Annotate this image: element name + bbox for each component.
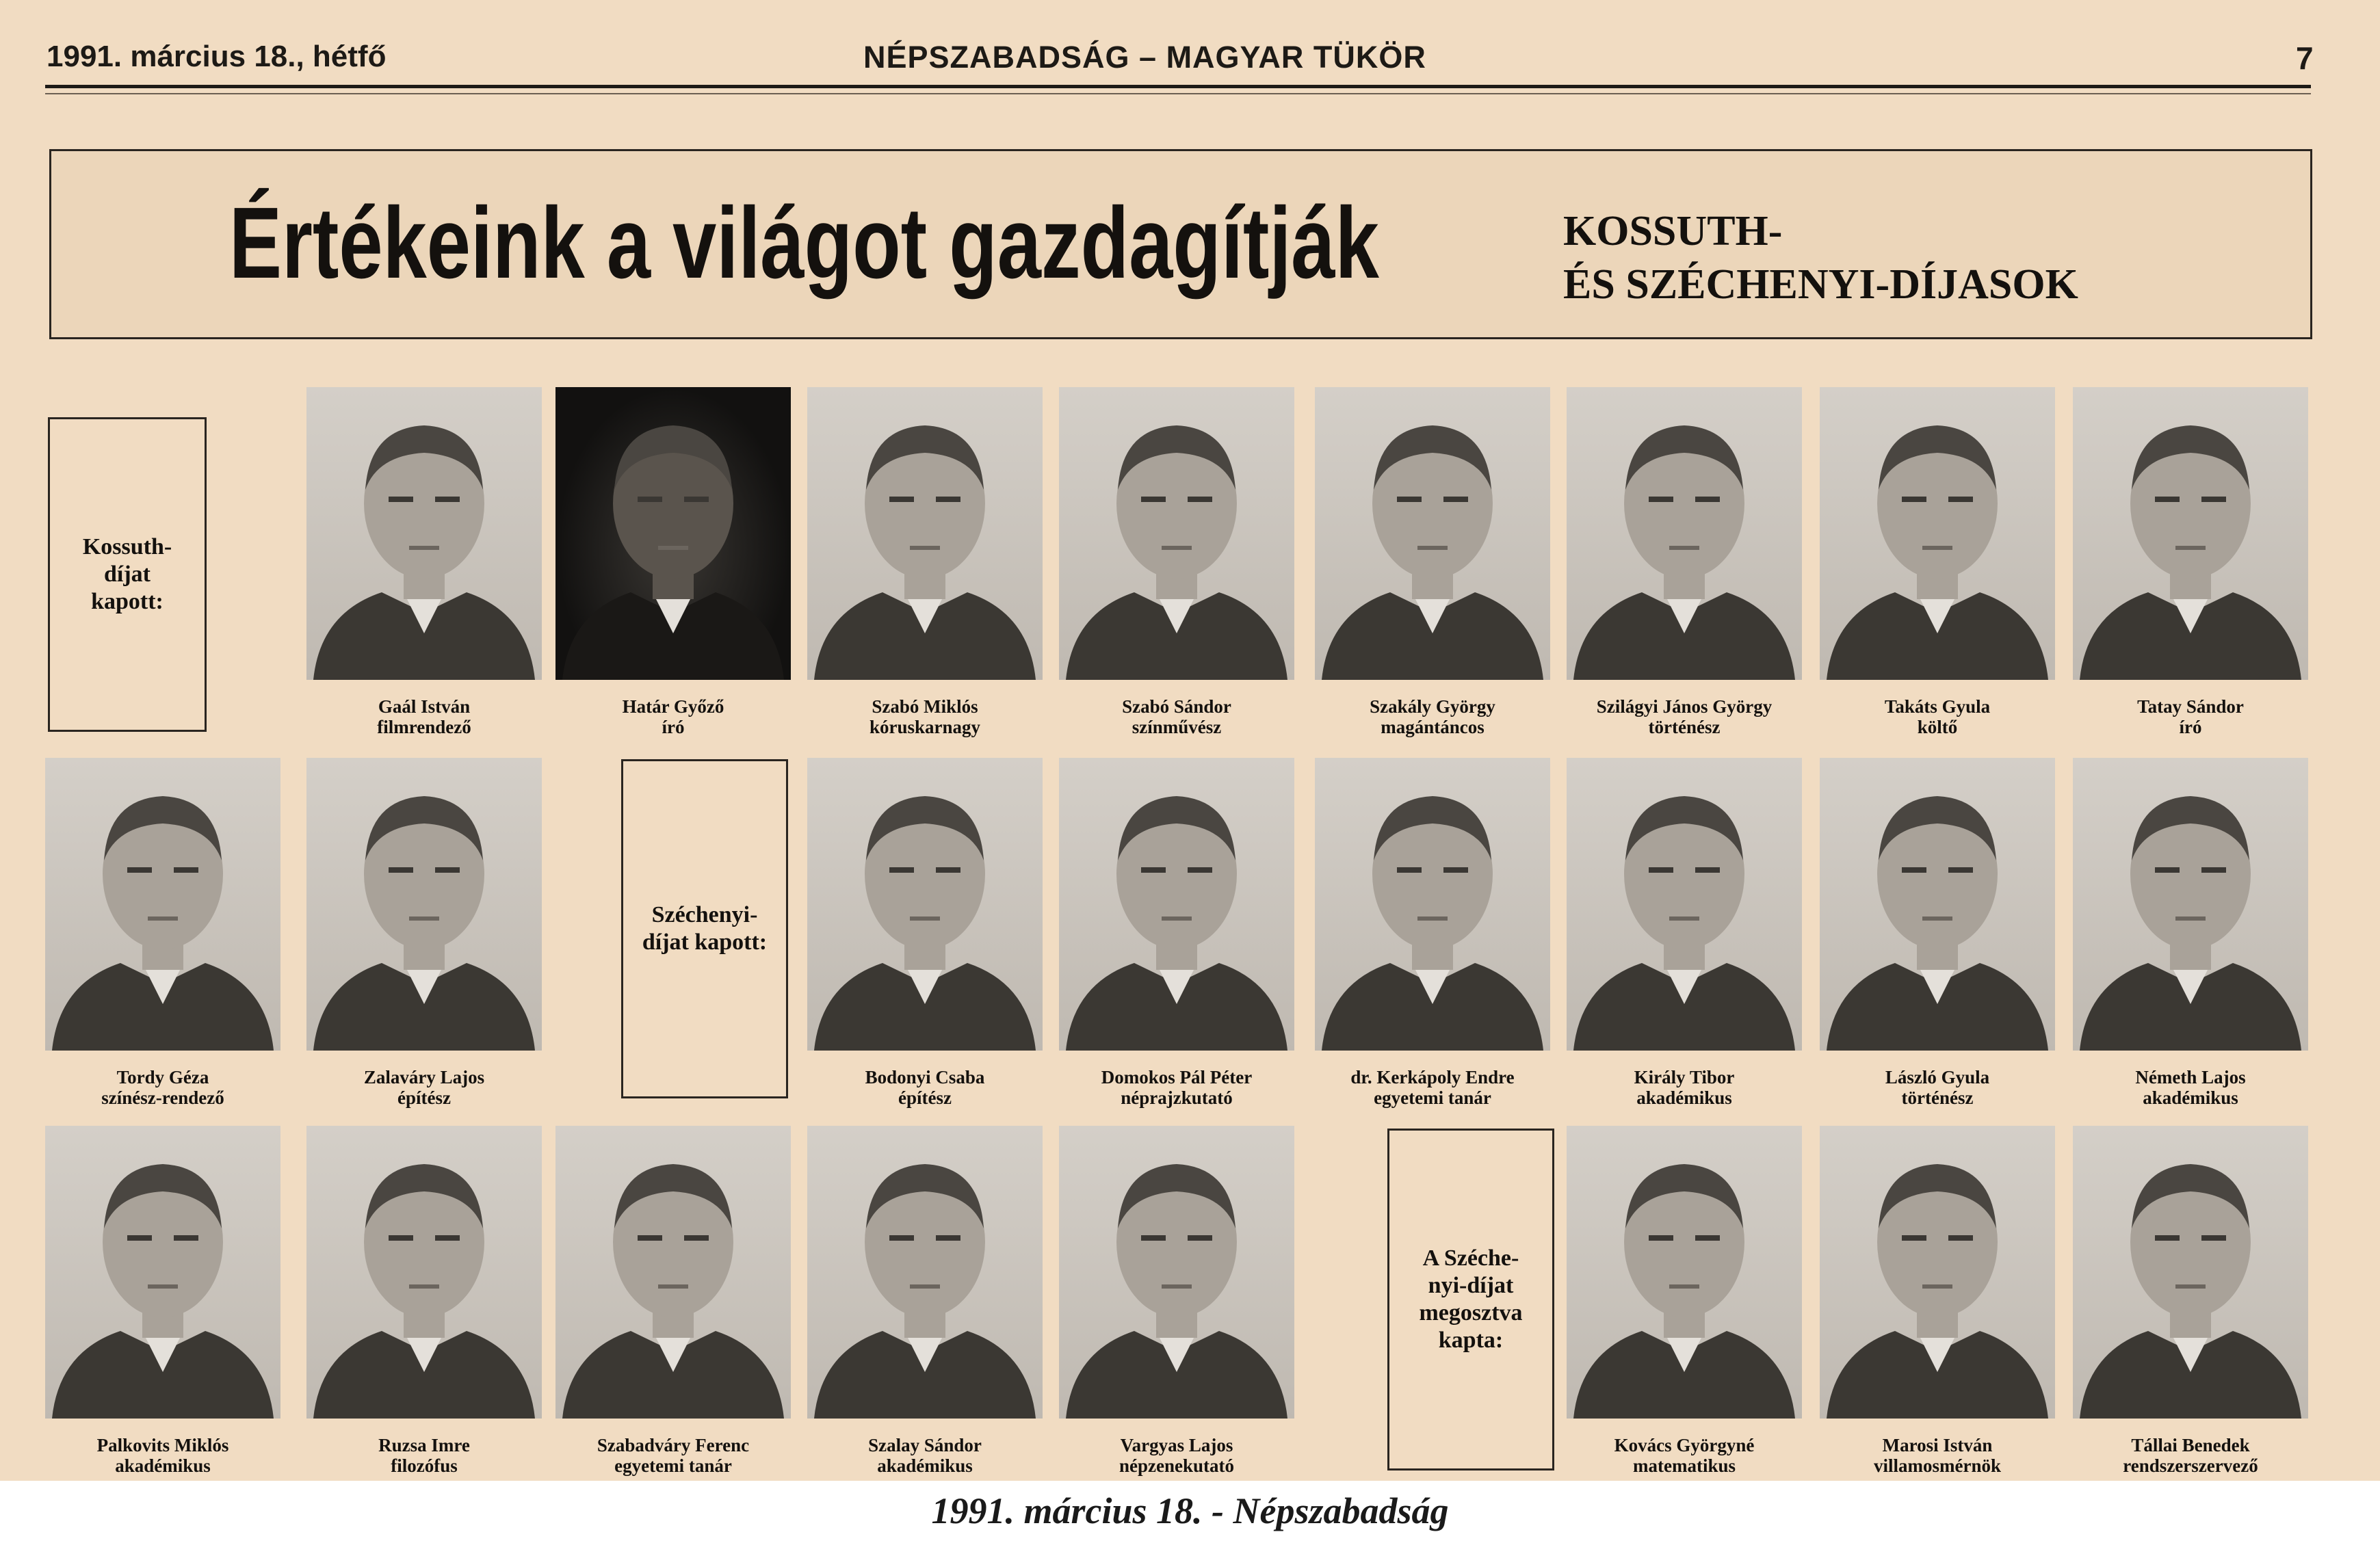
portrait-caption bbox=[2073, 1067, 2308, 1108]
subtitle-line-2: ÉS SZÉCHENYI-DÍJASOK bbox=[1563, 261, 2078, 308]
person-name: Szilágyi János György bbox=[1596, 696, 1773, 717]
portrait-caption bbox=[807, 696, 1043, 737]
portrait-caption bbox=[555, 1435, 791, 1476]
portrait-photo bbox=[807, 758, 1043, 1051]
portrait-caption bbox=[1820, 1067, 2055, 1108]
portrait-photo bbox=[2073, 758, 2308, 1051]
person-role: rendszerszervező bbox=[2123, 1455, 2258, 1476]
person-role: akadémikus bbox=[1636, 1087, 1732, 1108]
portrait-caption bbox=[1315, 696, 1550, 737]
person-name: László Gyula bbox=[1885, 1067, 1990, 1087]
portrait-photo bbox=[1315, 387, 1550, 680]
person-name: Zalaváry Lajos bbox=[363, 1067, 485, 1087]
person-role: történész bbox=[1648, 717, 1721, 737]
person-role: színművész bbox=[1132, 717, 1222, 737]
person-role: magántáncos bbox=[1381, 717, 1485, 737]
person-name: dr. Kerkápoly Endre bbox=[1350, 1067, 1515, 1087]
portrait-photo bbox=[45, 1126, 280, 1419]
portrait-caption bbox=[555, 696, 791, 737]
portrait-caption bbox=[807, 1067, 1043, 1108]
headline-banner bbox=[49, 149, 2312, 339]
person-name: Németh Lajos bbox=[2135, 1067, 2246, 1087]
portrait-photo bbox=[555, 1126, 791, 1419]
person-name: Tatay Sándor bbox=[2137, 696, 2244, 717]
person-role: filmrendező bbox=[377, 717, 471, 737]
newspaper-title: NÉPSZABADSÁG – MAGYAR TÜKÖR bbox=[863, 40, 1426, 75]
header-rule-thin bbox=[45, 93, 2311, 94]
portrait-photo bbox=[807, 387, 1043, 680]
portrait-photo bbox=[1820, 1126, 2055, 1419]
kossuth-label-box bbox=[48, 417, 207, 732]
person-role: költő bbox=[1917, 717, 1958, 737]
person-name: Szakály György bbox=[1370, 696, 1495, 717]
person-name: Gaál István bbox=[378, 696, 471, 717]
header-rule bbox=[45, 85, 2311, 88]
person-role: építész bbox=[898, 1087, 952, 1108]
person-name: Ruzsa Imre bbox=[378, 1435, 470, 1455]
portrait-photo bbox=[306, 387, 542, 680]
portrait-photo bbox=[1567, 387, 1802, 680]
person-role: népzenekutató bbox=[1119, 1455, 1234, 1476]
person-role: színész-rendező bbox=[101, 1087, 224, 1108]
person-role: történész bbox=[1901, 1087, 1974, 1108]
person-role: akadémikus bbox=[2143, 1087, 2238, 1108]
headline: Értékeink a világot gazdagítják bbox=[229, 187, 1379, 300]
person-name: Bodonyi Csaba bbox=[865, 1067, 985, 1087]
portrait-photo bbox=[1059, 1126, 1294, 1419]
portrait-caption bbox=[45, 1067, 280, 1108]
person-name: Marosi István bbox=[1882, 1435, 1993, 1455]
person-name: Kovács Györgyné bbox=[1614, 1435, 1755, 1455]
caption-footer: 1991. március 18. - Népszabadság bbox=[931, 1490, 1449, 1531]
portrait-caption bbox=[1059, 1435, 1294, 1476]
person-name: Palkovits Miklós bbox=[96, 1435, 229, 1455]
portrait-caption bbox=[807, 1435, 1043, 1476]
portrait-caption bbox=[1059, 1067, 1294, 1108]
portrait-caption bbox=[2073, 1435, 2308, 1476]
portrait-photo bbox=[1567, 758, 1802, 1051]
person-role: író bbox=[2179, 717, 2202, 737]
person-role: akadémikus bbox=[115, 1455, 211, 1476]
portrait-caption bbox=[1567, 1067, 1802, 1108]
portrait-caption bbox=[306, 1435, 542, 1476]
person-role: néprajzkutató bbox=[1121, 1087, 1233, 1108]
portrait-caption bbox=[1059, 696, 1294, 737]
person-name: Tállai Benedek bbox=[2131, 1435, 2250, 1455]
person-name: Szabó Miklós bbox=[872, 696, 978, 717]
person-name: Szalay Sándor bbox=[868, 1435, 982, 1455]
portrait-caption bbox=[1567, 1435, 1802, 1476]
person-role: filozófus bbox=[391, 1455, 458, 1476]
portrait-photo bbox=[1820, 758, 2055, 1051]
portrait-photo bbox=[1820, 387, 2055, 680]
portrait-photo bbox=[1059, 387, 1294, 680]
person-role: kóruskarnagy bbox=[869, 717, 981, 737]
person-name: Szabadváry Ferenc bbox=[597, 1435, 750, 1455]
portrait-photo bbox=[306, 758, 542, 1051]
person-name: Vargyas Lajos bbox=[1120, 1435, 1233, 1455]
portrait-photo bbox=[2073, 1126, 2308, 1419]
person-name: Határ Győző bbox=[622, 696, 724, 717]
person-role: akadémikus bbox=[877, 1455, 973, 1476]
portrait-caption bbox=[306, 696, 542, 737]
portrait-photo bbox=[807, 1126, 1043, 1419]
person-role: egyetemi tanár bbox=[1374, 1087, 1491, 1108]
kossuth-label: Kossuth- díjat kapott: bbox=[82, 534, 172, 614]
person-role: matematikus bbox=[1633, 1455, 1736, 1476]
person-name: Király Tibor bbox=[1634, 1067, 1735, 1087]
person-role: író bbox=[662, 717, 685, 737]
portrait-caption bbox=[1567, 696, 1802, 737]
szechenyi-shared-label: A Széche- nyi-díjat megosztva kapta: bbox=[1419, 1245, 1523, 1353]
page-number: 7 bbox=[2296, 40, 2314, 76]
person-name: Szabó Sándor bbox=[1122, 696, 1231, 717]
portrait-photo bbox=[306, 1126, 542, 1419]
portrait-photo bbox=[2073, 387, 2308, 680]
issue-date: 1991. március 18., hétfő bbox=[47, 40, 387, 73]
szechenyi-label-box bbox=[621, 759, 788, 1098]
portrait-caption bbox=[1315, 1067, 1550, 1108]
portrait-caption bbox=[2073, 696, 2308, 737]
szechenyi-label: Széchenyi- díjat kapott: bbox=[642, 902, 768, 955]
person-role: építész bbox=[397, 1087, 451, 1108]
person-name: Takáts Gyula bbox=[1884, 696, 1991, 717]
portrait-photo bbox=[1567, 1126, 1802, 1419]
portrait-photo bbox=[1315, 758, 1550, 1051]
portrait-caption bbox=[1820, 696, 2055, 737]
portrait-caption bbox=[306, 1067, 542, 1108]
szechenyi-shared-label-box bbox=[1387, 1129, 1554, 1471]
person-role: egyetemi tanár bbox=[614, 1455, 732, 1476]
person-name: Domokos Pál Péter bbox=[1101, 1067, 1253, 1087]
headline-subtitle bbox=[1563, 205, 2078, 311]
person-role: villamosmérnök bbox=[1874, 1455, 2001, 1476]
portrait-photo bbox=[1059, 758, 1294, 1051]
subtitle-line-1: KOSSUTH- bbox=[1563, 208, 1783, 254]
portrait-caption bbox=[1820, 1435, 2055, 1476]
person-name: Tordy Géza bbox=[116, 1067, 209, 1087]
portrait-photo bbox=[45, 758, 280, 1051]
portrait-photo bbox=[555, 387, 791, 680]
portrait-caption bbox=[45, 1435, 280, 1476]
